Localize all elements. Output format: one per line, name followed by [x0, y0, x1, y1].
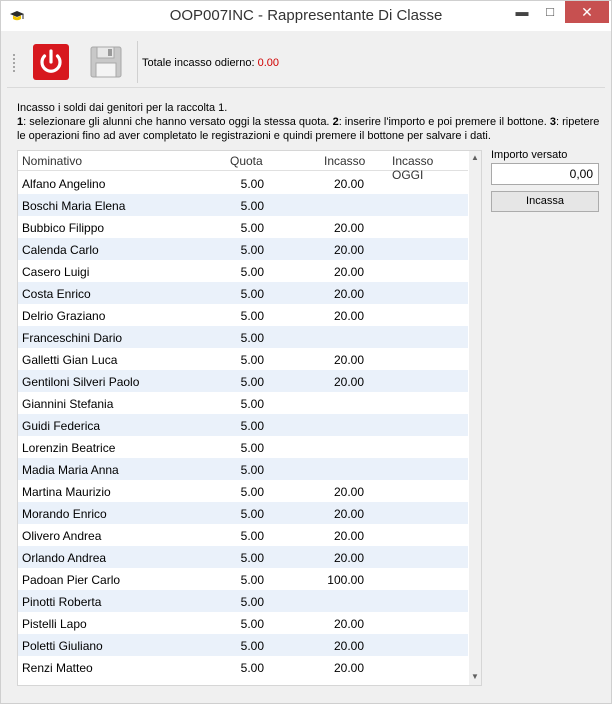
table-row[interactable] — [18, 656, 468, 678]
amount-label: Importo versato — [491, 149, 568, 161]
minimize-button[interactable]: ▬ — [515, 4, 529, 19]
table-row[interactable] — [18, 458, 468, 480]
cell-nominativo: Morando Enrico — [22, 507, 107, 521]
table-row[interactable] — [18, 216, 468, 238]
table-row[interactable] — [18, 282, 468, 304]
window-title: OOP007INC - Rappresentante Di Classe — [169, 7, 443, 24]
table-row[interactable] — [18, 502, 468, 524]
total-today-value: 0.00 — [257, 57, 279, 69]
cell-nominativo: Pinotti Roberta — [22, 595, 102, 609]
cell-quota: 5.00 — [240, 441, 264, 455]
cell-quota: 5.00 — [240, 661, 264, 675]
cell-incasso: 20.00 — [333, 551, 364, 565]
table-row[interactable] — [18, 172, 468, 194]
total-today — [142, 57, 279, 69]
table-row[interactable] — [18, 590, 468, 612]
maximize-button[interactable]: □ — [546, 4, 554, 19]
scroll-up-icon[interactable]: ▲ — [471, 153, 479, 162]
cell-nominativo: Renzi Matteo — [22, 661, 93, 675]
cell-quota: 5.00 — [240, 177, 264, 191]
cell-nominativo: Bubbico Filippo — [22, 221, 105, 235]
cell-quota: 5.00 — [240, 529, 264, 543]
column-header-incasso-oggi[interactable]: Incasso OGGI — [392, 154, 434, 182]
table-row[interactable] — [18, 304, 468, 326]
cell-nominativo: Pistelli Lapo — [22, 617, 87, 631]
cell-nominativo: Orlando Andrea — [22, 551, 107, 565]
step-2-text: : inserire l'importo e poi premere il bottone. — [338, 116, 550, 128]
step-3-text: : ripetere le operazioni fino ad aver completato le registrazioni e quindi premere il bottone per salvare i dati. — [17, 116, 600, 142]
cell-incasso: 20.00 — [333, 243, 364, 257]
grid-body — [18, 172, 468, 678]
total-today-label: Totale incasso odierno: — [142, 57, 258, 69]
cell-incasso: 20.00 — [333, 507, 364, 521]
cell-quota: 5.00 — [240, 375, 264, 389]
instructions-title: Incasso i soldi dai genitori per la raccolta 1. — [17, 102, 228, 114]
title-bar[interactable] — [1, 1, 611, 31]
collect-button[interactable]: Incassa — [491, 191, 599, 212]
cell-incasso: 20.00 — [333, 529, 364, 543]
cell-nominativo: Costa Enrico — [22, 287, 91, 301]
table-row[interactable] — [18, 194, 468, 216]
save-button[interactable] — [87, 43, 125, 81]
cell-nominativo: Franceschini Dario — [22, 331, 123, 345]
cell-incasso: 100.00 — [327, 573, 364, 587]
step-2-number: 2 — [332, 116, 339, 128]
step-3-number: 3 — [549, 116, 557, 128]
close-button[interactable]: ✕ — [565, 1, 609, 23]
cell-nominativo: Olivero Andrea — [22, 529, 102, 543]
cell-quota: 5.00 — [240, 221, 264, 235]
table-row[interactable] — [18, 260, 468, 282]
cell-quota: 5.00 — [240, 243, 264, 257]
cell-nominativo: Galletti Gian Luca — [22, 353, 118, 367]
cell-quota: 5.00 — [240, 595, 264, 609]
cell-quota: 5.00 — [240, 309, 264, 323]
step-1-number: 1 — [17, 116, 24, 128]
table-row[interactable] — [18, 568, 468, 590]
table-row[interactable] — [18, 524, 468, 546]
cell-incasso: 20.00 — [333, 617, 364, 631]
cell-incasso: 20.00 — [333, 221, 364, 235]
table-row[interactable] — [18, 370, 468, 392]
cell-nominativo: Giannini Stefania — [22, 397, 114, 411]
scroll-down-icon[interactable]: ▼ — [471, 672, 479, 681]
cell-nominativo: Calenda Carlo — [22, 243, 99, 257]
table-row[interactable] — [18, 480, 468, 502]
step-1-text: : selezionare gli alunni che hanno versato oggi la stessa quota. — [23, 116, 333, 128]
column-header-incasso[interactable]: Incasso — [324, 154, 366, 168]
cell-incasso: 20.00 — [333, 177, 364, 191]
vertical-scrollbar[interactable] — [469, 151, 482, 685]
cell-quota: 5.00 — [240, 573, 264, 587]
cell-incasso: 20.00 — [333, 661, 364, 675]
cell-nominativo: Gentiloni Silveri Paolo — [22, 375, 140, 389]
instructions-steps — [17, 115, 607, 143]
table-row[interactable] — [18, 546, 468, 568]
cell-nominativo: Martina Maurizio — [22, 485, 111, 499]
cell-quota: 5.00 — [240, 639, 264, 653]
table-row[interactable] — [18, 348, 468, 370]
toolbar — [7, 37, 605, 88]
cell-quota: 5.00 — [240, 617, 264, 631]
cell-nominativo: Madia Maria Anna — [22, 463, 119, 477]
table-row[interactable] — [18, 392, 468, 414]
cell-incasso: 20.00 — [333, 485, 364, 499]
grid-header — [18, 151, 468, 182]
cell-quota: 5.00 — [240, 265, 264, 279]
cell-incasso: 20.00 — [333, 639, 364, 653]
cell-quota: 5.00 — [240, 463, 264, 477]
column-header-nominativo[interactable]: Nominativo — [22, 154, 83, 168]
cell-quota: 5.00 — [240, 419, 264, 433]
cell-quota: 5.00 — [240, 397, 264, 411]
column-header-quota[interactable]: Quota — [230, 154, 263, 168]
cell-nominativo: Padoan Pier Carlo — [22, 573, 121, 587]
cell-quota: 5.00 — [240, 551, 264, 565]
cell-nominativo: Guidi Federica — [22, 419, 101, 433]
cell-quota: 5.00 — [240, 507, 264, 521]
cell-nominativo: Poletti Giuliano — [22, 639, 103, 653]
cell-quota: 5.00 — [240, 485, 264, 499]
table-row[interactable] — [18, 414, 468, 436]
table-row[interactable] — [18, 436, 468, 458]
exit-button[interactable] — [32, 43, 70, 81]
students-grid — [17, 150, 482, 686]
cell-incasso: 20.00 — [333, 353, 364, 367]
floppy-disk-icon — [87, 43, 125, 81]
cell-nominativo: Delrio Graziano — [22, 309, 106, 323]
cell-incasso: 20.00 — [333, 287, 364, 301]
cell-nominativo: Lorenzin Beatrice — [22, 441, 116, 455]
cell-nominativo: Boschi Maria Elena — [22, 199, 126, 213]
instructions — [17, 101, 607, 143]
cell-quota: 5.00 — [240, 331, 264, 345]
cell-nominativo: Casero Luigi — [22, 265, 90, 279]
table-row[interactable] — [18, 634, 468, 656]
cell-incasso: 20.00 — [333, 265, 364, 279]
cell-nominativo: Alfano Angelino — [22, 177, 106, 191]
toolbar-separator — [137, 41, 138, 83]
power-icon — [32, 43, 70, 81]
toolbar-grip[interactable] — [13, 54, 16, 72]
table-row[interactable] — [18, 612, 468, 634]
cell-quota: 5.00 — [240, 199, 264, 213]
table-row[interactable] — [18, 238, 468, 260]
cell-incasso: 20.00 — [333, 375, 364, 389]
cell-quota: 5.00 — [240, 353, 264, 367]
amount-input[interactable] — [491, 163, 599, 185]
table-row[interactable] — [18, 326, 468, 348]
cell-incasso: 20.00 — [333, 309, 364, 323]
cell-quota: 5.00 — [240, 287, 264, 301]
